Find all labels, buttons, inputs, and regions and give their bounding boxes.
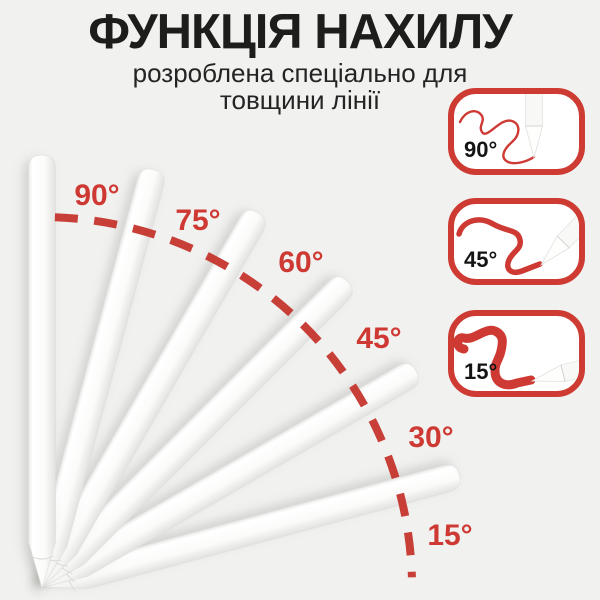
page-title: ФУНКЦІЯ НАХИЛУ: [88, 5, 512, 59]
fan-angle-label-45: 45°: [356, 322, 402, 355]
thickness-badge-15: [448, 310, 585, 397]
fan-angle-label-90: 90°: [74, 179, 120, 212]
subtitle-line-1: розроблена спеціально для: [132, 58, 468, 88]
thickness-badge-45: [448, 198, 585, 285]
stylus-pen-90: [29, 155, 56, 588]
subtitle-line-2: товщини лінії: [219, 85, 381, 115]
badge-angle-label-45: 45°: [464, 247, 498, 272]
stylus-tip-icon: [535, 204, 579, 271]
stylus-tip-icon: [530, 344, 579, 390]
fan-angle-label-60: 60°: [278, 246, 324, 279]
fan-angle-label-75: 75°: [175, 204, 221, 237]
thickness-badge-90: [448, 88, 585, 175]
stylus-tip-icon: [526, 94, 543, 158]
fan-angle-label-15: 15°: [427, 519, 473, 552]
badge-angle-label-15: 15°: [464, 359, 498, 384]
fan-angle-label-30: 30°: [408, 421, 454, 454]
badge-angle-label-90: 90°: [464, 137, 498, 162]
